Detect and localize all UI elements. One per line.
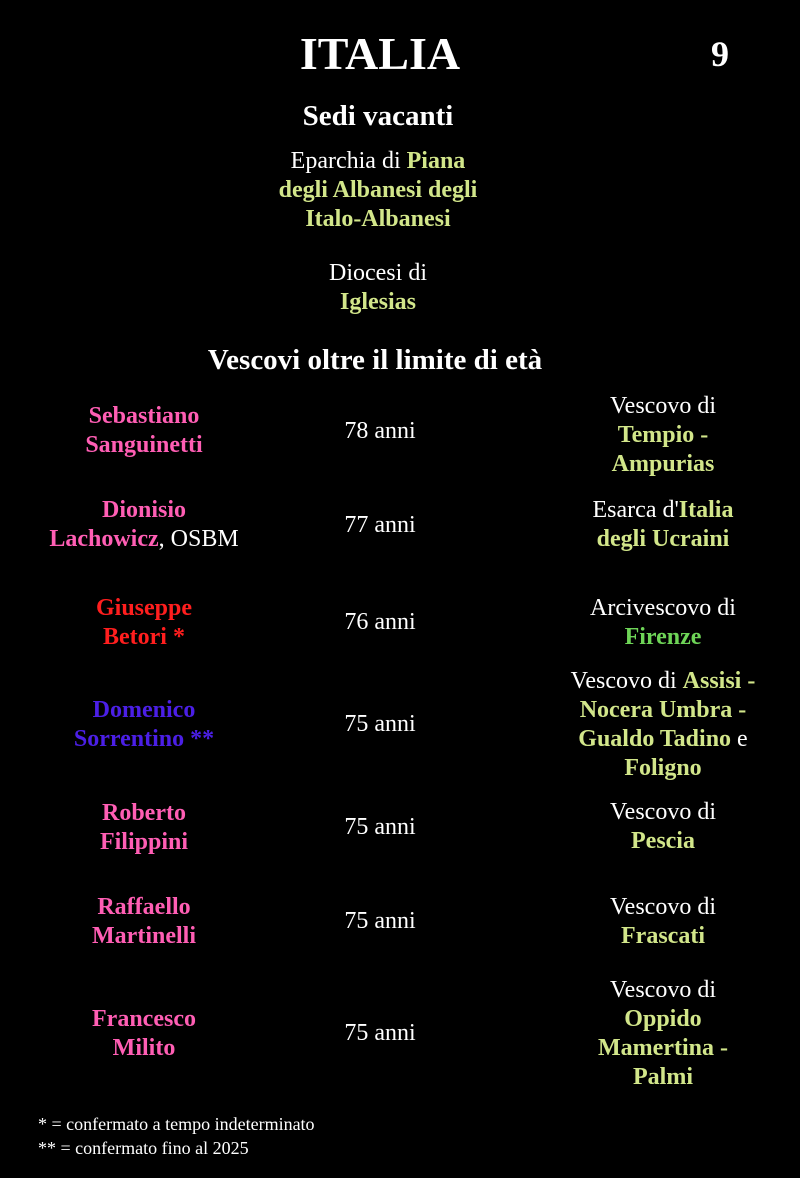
bishop-name-line: Roberto — [102, 800, 186, 826]
see-place: Nocera Umbra - — [579, 697, 747, 723]
see-title: Arcivescovo di — [590, 595, 736, 621]
bishop-see — [540, 893, 786, 951]
page-title: ITALIA — [299, 28, 461, 79]
bishop-name-line: Sanguinetti — [85, 432, 203, 458]
see-place: Italia — [678, 497, 734, 523]
bishop-name-line: Lachowicz — [49, 526, 159, 552]
see-title: Esarca d' — [592, 497, 679, 523]
bishop-see — [540, 667, 786, 783]
see-place: Gualdo Tadino — [578, 726, 732, 752]
bishop-name — [10, 496, 278, 554]
bishop-age: 76 anni — [344, 609, 416, 635]
vacant-see-place: degli Albanesi degli — [278, 177, 478, 203]
bishop-age: 75 anni — [344, 908, 416, 934]
vacant-see-place: Piana — [406, 148, 466, 174]
see-place: Ampurias — [611, 451, 715, 477]
bishop-name-line: Francesco — [92, 1006, 196, 1032]
bishop-name — [10, 594, 278, 652]
bishop-name-line: Sorrentino ** — [73, 726, 215, 752]
see-place: Frascati — [621, 923, 705, 949]
see-place: Oppido — [624, 1006, 702, 1032]
see-place: Tempio - — [617, 422, 709, 448]
bishop-name — [10, 893, 278, 951]
see-place: Assisi - — [682, 668, 756, 694]
see-place: Firenze — [624, 624, 702, 650]
bishop-age: 75 anni — [344, 1020, 416, 1046]
vacant-sees-heading: Sedi vacanti — [302, 100, 454, 132]
see-title: Vescovo di — [610, 799, 716, 825]
see-title: Vescovo di — [610, 977, 716, 1003]
see-title: Vescovo di — [610, 393, 716, 419]
see-title: Vescovo di — [610, 894, 716, 920]
footnote: ** = confermato fino al 2025 — [38, 1138, 249, 1158]
see-place: Pescia — [631, 828, 695, 854]
bishop-name-line: Milito — [112, 1035, 176, 1061]
bishop-see — [540, 798, 786, 856]
bishop-name-line: Dionisio — [101, 497, 187, 523]
vacant-see-prefix: Diocesi di — [329, 260, 427, 286]
bishop-name — [10, 696, 278, 754]
bishop-name-line: Betori * — [103, 624, 185, 650]
vacant-see-place: Iglesias — [339, 289, 416, 315]
see-place: Palmi — [633, 1064, 693, 1090]
bishop-see — [540, 976, 786, 1092]
see-place: Foligno — [624, 755, 702, 781]
bishop-order-suffix: , OSBM — [158, 526, 239, 552]
page-number: 9 — [711, 34, 729, 74]
bishop-name-line: Giuseppe — [95, 595, 193, 621]
bishop-name — [10, 799, 278, 857]
vacant-see-prefix: Eparchia di — [290, 148, 407, 174]
bishop-age: 77 anni — [344, 512, 416, 538]
vacant-see-iglesias — [220, 259, 536, 317]
bishop-age: 75 anni — [344, 711, 416, 737]
bishop-name-line: Sebastiano — [88, 403, 200, 429]
bishop-name — [10, 1005, 278, 1063]
see-place: degli Ucraini — [596, 526, 730, 552]
bishop-name — [10, 402, 278, 460]
footnote: * = confermato a tempo indeterminato — [38, 1114, 315, 1134]
footnotes — [38, 1112, 758, 1160]
see-place: Mamertina - — [598, 1035, 728, 1061]
see-title: Vescovo di — [570, 668, 683, 694]
see-connector: e — [731, 726, 748, 752]
bishop-age: 78 anni — [344, 418, 416, 444]
bishops-over-age-heading: Vescovi oltre il limite di età — [207, 344, 543, 376]
vacant-see-piana — [220, 147, 536, 234]
bishop-name-line: Filippini — [99, 829, 189, 855]
bishop-name-line: Martinelli — [92, 923, 196, 949]
bishop-see — [540, 594, 786, 652]
bishop-name-line: Raffaello — [97, 894, 191, 920]
bishop-name-line: Domenico — [92, 697, 196, 723]
bishop-see — [540, 392, 786, 479]
vacant-see-place: Italo-Albanesi — [305, 206, 451, 232]
bishop-age: 75 anni — [344, 814, 416, 840]
bishop-see — [540, 496, 786, 554]
